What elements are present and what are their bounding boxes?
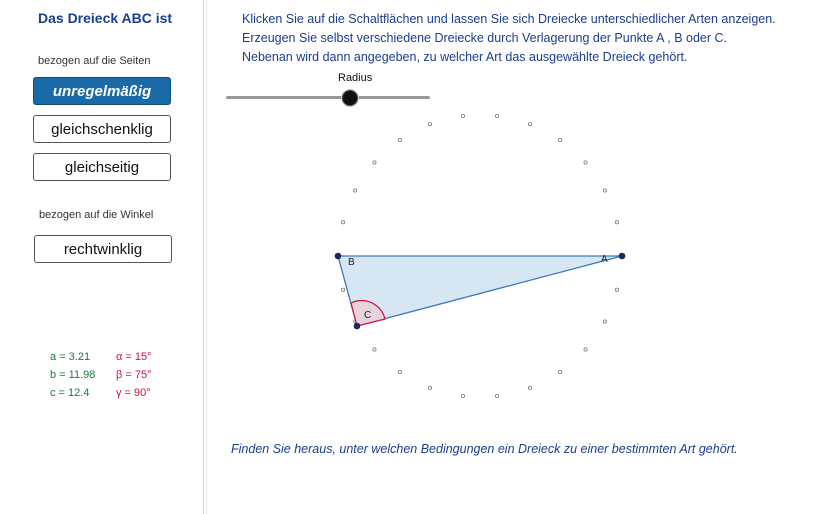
point-a[interactable]: [619, 253, 626, 260]
circle-dot: [615, 288, 618, 291]
circle-dot: [428, 386, 431, 389]
circle-dot: [354, 189, 357, 192]
button-gleichschenklig[interactable]: gleichschenklig: [33, 115, 171, 143]
circle-dot: [373, 161, 376, 164]
circle-dot: [342, 221, 345, 224]
angle-gamma-value: γ = 90°: [116, 387, 151, 399]
circle-dot: [528, 386, 531, 389]
circle-dot: [615, 221, 618, 224]
angle-beta-value: β = 75°: [116, 369, 152, 381]
button-gleichseitig[interactable]: gleichseitig: [33, 153, 171, 181]
instruction-line-3: Nebenan wird dann angegeben, zu welcher Art das ausgewählte Dreieck gehört.: [242, 50, 688, 64]
radius-slider-label: Radius: [338, 72, 373, 84]
circle-dot: [373, 348, 376, 351]
circle-dot: [559, 370, 562, 373]
side-b-value: b = 11.98: [50, 369, 96, 381]
point-c-label: C: [364, 310, 372, 321]
circle-dot: [603, 320, 606, 323]
circle-dot: [584, 161, 587, 164]
point-b-label: B: [348, 257, 355, 268]
circle-dot: [528, 123, 531, 126]
circle-dot: [559, 138, 562, 141]
side-c-value: c = 12.4: [50, 387, 90, 399]
circle-dot: [398, 138, 401, 141]
circle-dot: [461, 114, 464, 117]
circle-dot: [342, 288, 345, 291]
point-a-label: A: [601, 254, 608, 265]
bottom-hint: Finden Sie heraus, unter welchen Bedingungen ein Dreieck zu einer bestimmten Art gehört.: [231, 442, 738, 456]
circle-dot: [584, 348, 587, 351]
instruction-line-1: Klicken Sie auf die Schaltflächen und lassen Sie sich Dreiecke unterschiedlicher Arten anzeigen.: [242, 12, 776, 26]
side-a-value: a = 3.21: [50, 351, 91, 363]
angles-label: bezogen auf die Winkel: [39, 209, 154, 221]
circle-dot: [495, 394, 498, 397]
circle-dot: [603, 189, 606, 192]
circle-dot: [461, 394, 464, 397]
angle-alpha-value: α = 15°: [116, 351, 152, 363]
button-rechtwinklig[interactable]: rechtwinklig: [34, 235, 172, 263]
circle-dot: [495, 114, 498, 117]
point-c[interactable]: [354, 323, 361, 330]
instruction-line-2: Erzeugen Sie selbst verschiedene Dreiecke durch Verlagerung der Punkte A , B oder C.: [242, 31, 728, 45]
sides-label: bezogen auf die Seiten: [38, 55, 151, 67]
circle-dot: [428, 123, 431, 126]
circle-dot: [398, 370, 401, 373]
sidebar-title: Das Dreieck ABC ist: [38, 10, 173, 26]
button-unregelmaessig[interactable]: unregelmäßig: [33, 77, 171, 105]
point-b[interactable]: [335, 253, 342, 260]
